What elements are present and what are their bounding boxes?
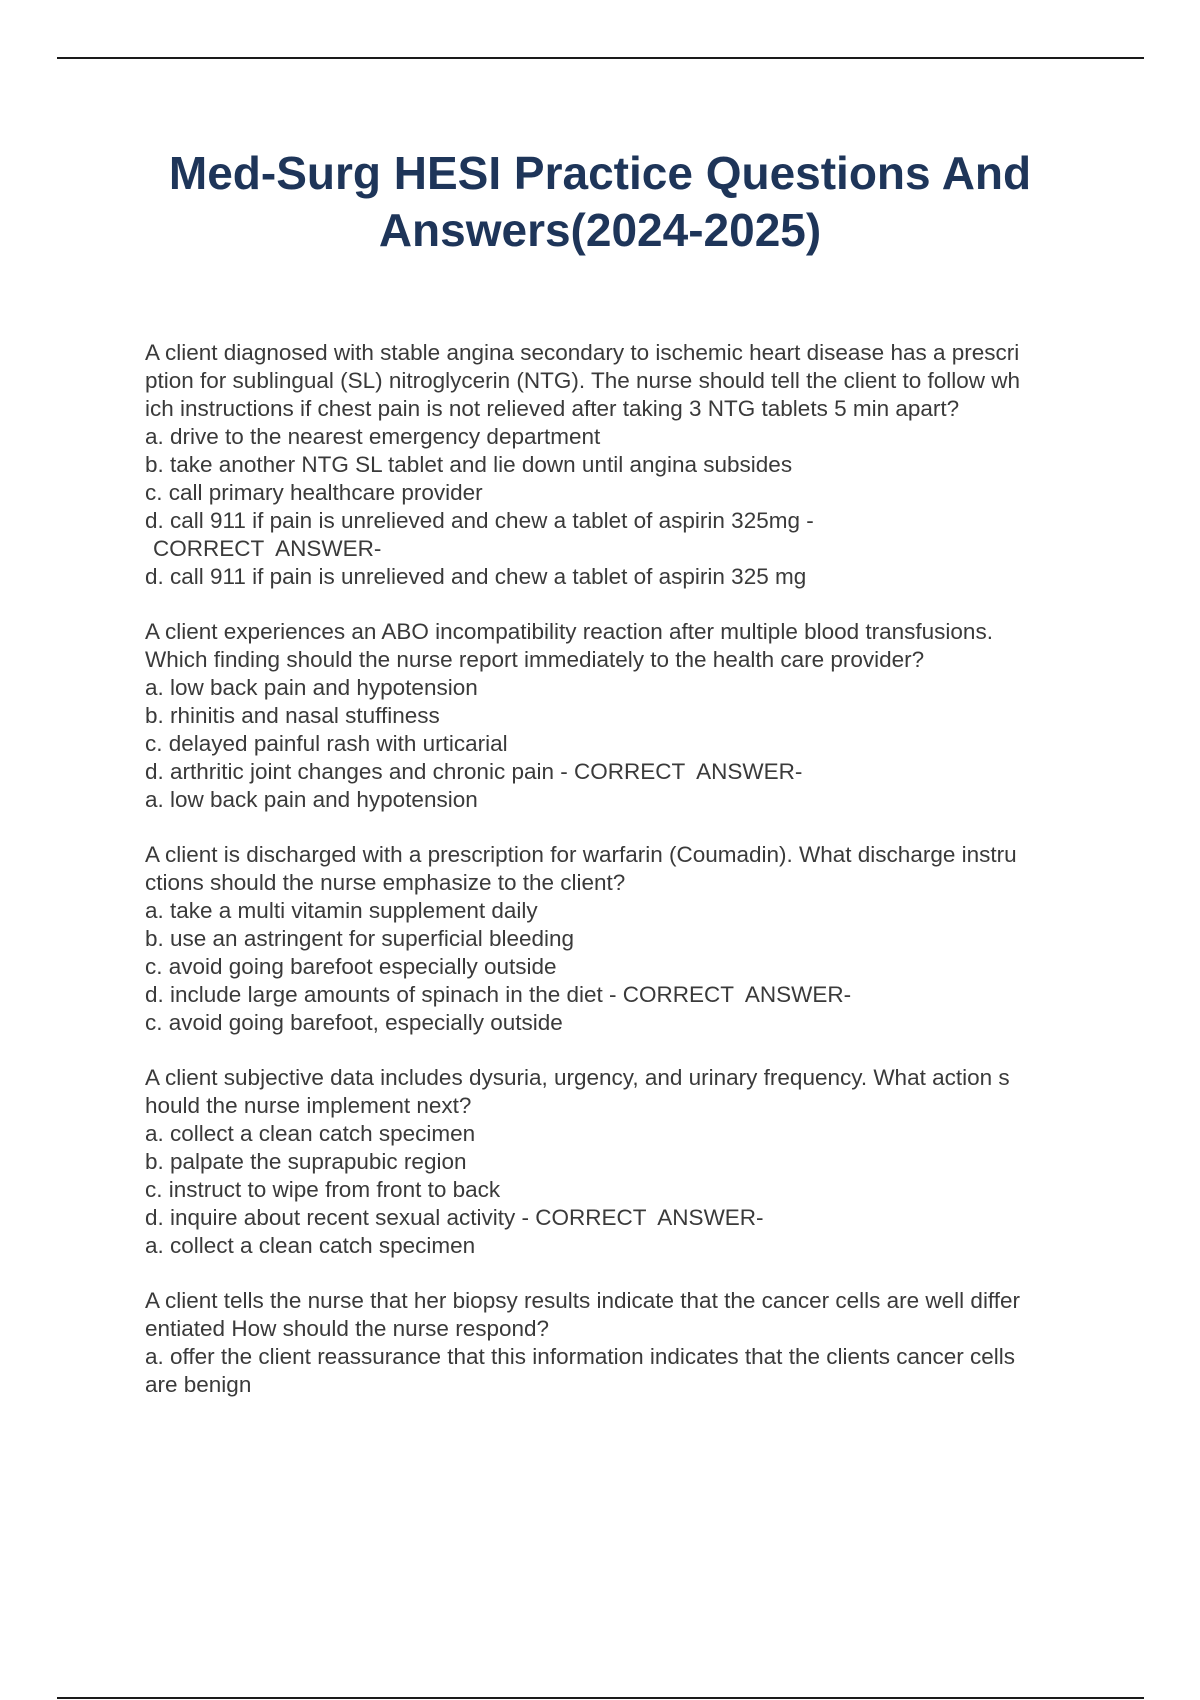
answer-option: d. arthritic joint changes and chronic pain - CORRECT ANSWER- [145,759,803,784]
answer-option: b. palpate the suprapubic region [145,1149,467,1174]
answer-option: a. collect a clean catch specimen [145,1121,476,1146]
question-stem-line: A client experiences an ABO incompatibility reaction after multiple blood transfusions. [145,619,993,644]
question-stem-line: Which finding should the nurse report immediately to the health care provider? [145,647,925,672]
answer-option: a. drive to the nearest emergency department [145,424,601,449]
answer-option: b. use an astringent for superficial bleeding [145,926,575,951]
question-stem-line: ption for sublingual (SL) nitroglycerin (NTG). The nurse should tell the client to follow wh [145,368,1020,393]
correct-answer: a. collect a clean catch specimen [145,1233,476,1258]
answer-option: d. include large amounts of spinach in the diet - CORRECT ANSWER- [145,982,852,1007]
answer-option: c. delayed painful rash with urticarial [145,731,508,756]
correct-answer-marker: CORRECT ANSWER- [153,536,382,561]
question-stem-line: A client diagnosed with stable angina secondary to ischemic heart disease has a prescri [145,340,1020,365]
title-line-2: Answers(2024-2025) [378,204,822,256]
answer-option: d. call 911 if pain is unrelieved and chew a tablet of aspirin 325mg - [145,508,814,533]
answer-option: c. avoid going barefoot especially outside [145,954,557,979]
answer-option: are benign [145,1372,252,1397]
question-1 [145,339,1095,591]
answer-option: d. inquire about recent sexual activity - CORRECT ANSWER- [145,1205,764,1230]
page-title [60,145,1140,259]
question-stem-line: entiated How should the nurse respond? [145,1316,550,1341]
correct-answer: a. low back pain and hypotension [145,787,478,812]
question-list [145,339,1095,1426]
question-stem-line: A client subjective data includes dysuria, urgency, and urinary frequency. What action s [145,1065,1010,1090]
answer-option: b. rhinitis and nasal stuffiness [145,703,440,728]
question-4 [145,1064,1095,1260]
answer-option: a. take a multi vitamin supplement daily [145,898,538,923]
answer-option: b. take another NTG SL tablet and lie down until angina subsides [145,452,793,477]
bottom-rule [57,1697,1144,1699]
answer-option: a. offer the client reassurance that this information indicates that the clients cancer cells [145,1344,1016,1369]
answer-option: c. call primary healthcare provider [145,480,483,505]
question-2 [145,618,1095,814]
question-stem-line: ctions should the nurse emphasize to the client? [145,870,626,895]
top-rule [57,57,1144,59]
question-stem-line: A client tells the nurse that her biopsy results indicate that the cancer cells are well differ [145,1288,1021,1313]
correct-answer: c. avoid going barefoot, especially outside [145,1010,563,1035]
correct-answer: d. call 911 if pain is unrelieved and chew a tablet of aspirin 325 mg [145,564,807,589]
question-stem-line: ich instructions if chest pain is not relieved after taking 3 NTG tablets 5 min apart? [145,396,960,421]
question-stem-line: A client is discharged with a prescription for warfarin (Coumadin). What discharge instru [145,842,1017,867]
title-line-1: Med-Surg HESI Practice Questions And [168,147,1032,199]
question-stem-line: hould the nurse implement next? [145,1093,472,1118]
answer-option: c. instruct to wipe from front to back [145,1177,501,1202]
question-3 [145,841,1095,1037]
answer-option: a. low back pain and hypotension [145,675,478,700]
question-5 [145,1287,1095,1399]
